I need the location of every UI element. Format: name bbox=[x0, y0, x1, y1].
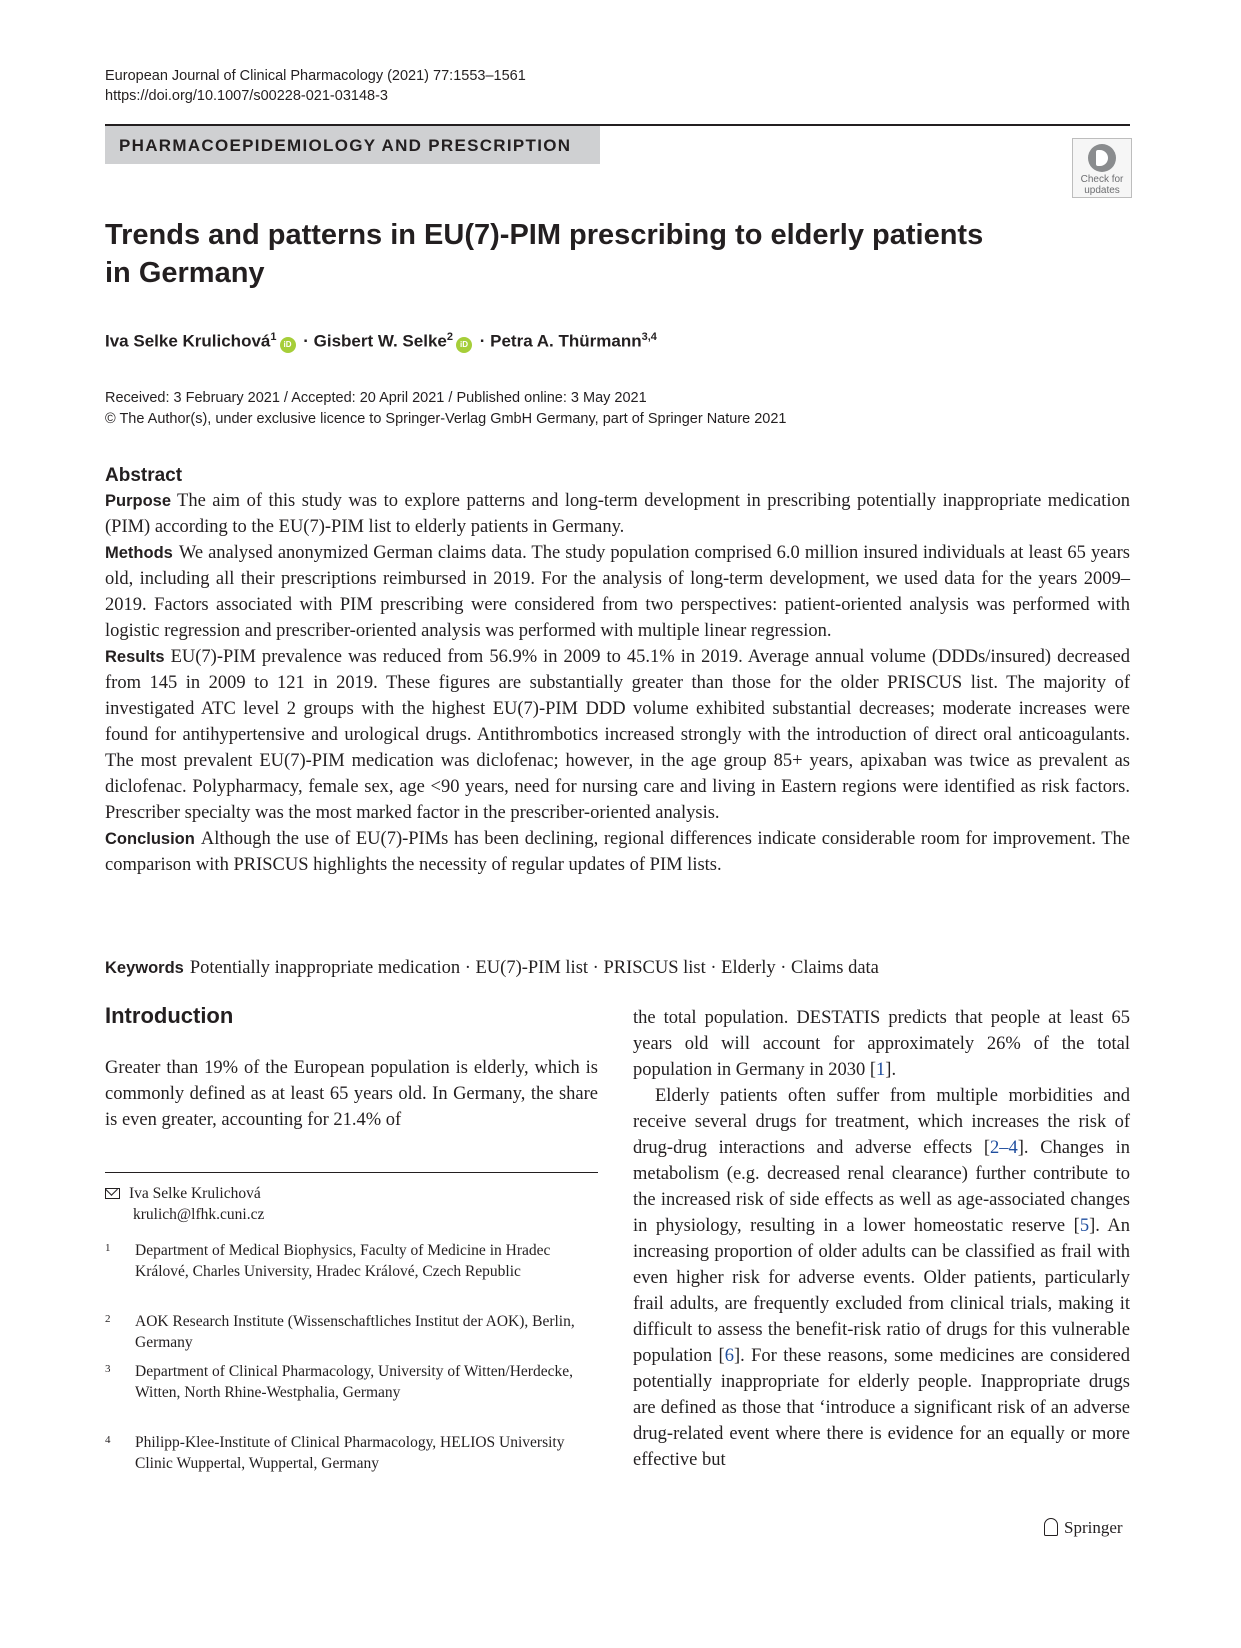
keywords-text: Potentially inappropriate medication · EU(7)-PIM list · PRISCUS list · Elderly · Claims data bbox=[189, 958, 879, 978]
journal-citation: European Journal of Clinical Pharmacology (2021) 77:1553–1561 bbox=[105, 68, 526, 84]
author-name[interactable]: Gisbert W. Selke bbox=[313, 331, 447, 351]
copyright-line: © The Author(s), under exclusive licence to Springer-Verlag GmbH Germany, part of Springer Nature 2021 bbox=[105, 411, 787, 427]
affiliation-text: Department of Clinical Pharmacology, University of Witten/Herdecke, Witten, North Rhine-Westphalia, Germany bbox=[135, 1363, 573, 1401]
introduction-heading: Introduction bbox=[105, 1003, 234, 1028]
abstract-heading: Abstract bbox=[105, 465, 183, 486]
affiliation-text: Philipp-Klee-Institute of Clinical Pharmacology, HELIOS University Clinic Wuppertal, Wuppertal, Germany bbox=[135, 1434, 565, 1472]
affiliation-text: AOK Research Institute (Wissenschaftliches Institut der AOK), Berlin, Germany bbox=[135, 1313, 575, 1351]
abstract-label: Methods bbox=[105, 544, 173, 562]
corresponding-author-name: Iva Selke Krulichová bbox=[129, 1185, 261, 1202]
abstract-label: Results bbox=[105, 648, 165, 666]
author-name[interactable]: Petra A. Thürmann bbox=[490, 331, 642, 351]
reference-link[interactable]: 6 bbox=[724, 1346, 734, 1366]
section-label: PHARMACOEPIDEMIOLOGY AND PRESCRIPTION bbox=[119, 136, 572, 155]
affiliation-number: 3 bbox=[105, 1363, 111, 1375]
paragraph: Elderly patients often suffer from multiple morbidities and receive several drugs for treatment, which increases the risk of drug-drug interactions and adverse effects [2–4]. Changes in metabolism (e.g. decreased renal clearance) further contribute to the increased risk of side effects as well as age-associated changes in physiology, resulting in a lower homeostatic reserve [5]. An increasing proportion of older adults can be classified as frail with even higher risk for adverse events. Older patients, particularly frail adults, are frequently excluded from clinical trials, making it difficult to assess the benefit-risk ratio of drugs for this vulnerable population [6]. For these reasons, some medicines are considered potentially inappropriate for elderly people. Inappropriate drugs are defined as those that ‘introduce a significant risk of an adverse drug-related event where there is evidence for an equally or more effective but bbox=[633, 1086, 1131, 1470]
author-name[interactable]: Iva Selke Krulichová bbox=[105, 331, 271, 351]
introduction-right-text bbox=[633, 1005, 1130, 1473]
abstract-purpose: Purpose The aim of this study was to explore patterns and long-term development in prescribing potentially inappropriate medication (PIM) according to the EU(7)-PIM list to elderly patients in Germany. bbox=[105, 491, 1130, 537]
corresponding-author bbox=[105, 1183, 598, 1225]
abstract-label: Conclusion bbox=[105, 830, 195, 848]
affiliation bbox=[105, 1361, 598, 1403]
author-separator: · bbox=[479, 331, 486, 351]
journal-doi[interactable]: https://doi.org/10.1007/s00228-021-03148-3 bbox=[105, 88, 388, 104]
affiliation-text: Department of Medical Biophysics, Faculty of Medicine in Hradec Králové, Charles University, Hradec Králové, Czech Republic bbox=[135, 1242, 551, 1280]
publication-info bbox=[105, 388, 787, 430]
orcid-icon[interactable]: iD bbox=[456, 337, 472, 353]
affiliation-number: 2 bbox=[105, 1313, 111, 1325]
publisher-logo bbox=[1044, 1518, 1123, 1538]
affiliation-number: 1 bbox=[105, 1242, 111, 1254]
abstract-body bbox=[105, 488, 1130, 878]
keywords-label: Keywords bbox=[105, 959, 184, 977]
author-list bbox=[105, 326, 657, 353]
author-affiliation-mark: 3,4 bbox=[641, 331, 657, 343]
author-affiliation-mark: 1 bbox=[270, 331, 277, 343]
publisher-name: Springer bbox=[1064, 1518, 1123, 1537]
affiliation bbox=[105, 1432, 598, 1474]
abstract-label: Purpose bbox=[105, 492, 172, 510]
updates-badge-icon bbox=[1088, 144, 1116, 172]
orcid-icon[interactable]: iD bbox=[280, 337, 296, 353]
paragraph: the total population. DESTATIS predicts that people at least 65 years old will account for approximately 26% of the total population in Germany in 2030 [1]. bbox=[633, 1008, 1130, 1080]
check-updates-label: Check for updates bbox=[1080, 174, 1124, 196]
publication-dates: Received: 3 February 2021 / Accepted: 20 April 2021 / Published online: 3 May 2021 bbox=[105, 390, 647, 406]
journal-header bbox=[105, 66, 526, 106]
article-title: Trends and patterns in EU(7)-PIM prescribing to elderly patients in Germany bbox=[105, 219, 984, 289]
abstract-methods: Methods We analysed anonymized German claims data. The study population comprised 6.0 million insured individuals at least 65 years old, including all their prescriptions reimbursed in 2019. For the analysis of long-term development, we used data for the years 2009–2019. Factors associated with PIM prescribing were considered from two perspectives: patient-oriented analysis was performed with logistic regression and prescriber-oriented analysis was performed with multiple linear regression. bbox=[105, 543, 1130, 641]
reference-link[interactable]: 2–4 bbox=[990, 1138, 1018, 1158]
affiliation bbox=[105, 1240, 598, 1282]
affiliation bbox=[105, 1311, 598, 1353]
springer-horse-icon bbox=[1044, 1518, 1058, 1536]
corresponding-author-email[interactable]: krulich@lfhk.cuni.cz bbox=[133, 1206, 265, 1223]
reference-link[interactable]: 5 bbox=[1079, 1216, 1090, 1236]
keywords bbox=[105, 955, 879, 981]
envelope-icon bbox=[105, 1188, 120, 1199]
affiliation-number: 4 bbox=[105, 1434, 111, 1446]
check-for-updates-icon[interactable] bbox=[1072, 138, 1132, 198]
reference-link[interactable]: 1 bbox=[876, 1060, 886, 1080]
abstract-results: Results EU(7)-PIM prevalence was reduced from 56.9% in 2009 to 45.1% in 2019. Average annual volume (DDDs/insured) decreased from 145 in 2009 to 121 in 2019. These figures are substantially greater than those for the older PRISCUS list. The majority of investigated ATC level 2 groups with the highest EU(7)-PIM DDD volume exhibited substantial decreases; moderate increases were found for antihypertensive and urological drugs. Antithrombotics increased strongly with the introduction of direct oral anticoagulants. The most prevalent EU(7)-PIM medication was diclofenac; however, in the age group 85+ years, apixaban was twice as prevalent as diclofenac. Polypharmacy, female sex, age <90 years, need for nursing care and living in Eastern regions were identified as risk factors. Prescriber specialty was the most marked factor in the prescriber-oriented analysis. bbox=[105, 647, 1130, 823]
author-affiliation-mark: 2 bbox=[446, 331, 453, 343]
section-band bbox=[105, 126, 600, 164]
author-separator: · bbox=[303, 331, 309, 351]
introduction-left-text: Greater than 19% of the European population is elderly, which is commonly defined as at least 65 years old. In Germany, the share is even greater, accounting for 21.4% of bbox=[105, 1058, 598, 1130]
abstract-conclusion: Conclusion Although the use of EU(7)-PIMs has been declining, regional differences indicate considerable room for improvement. The comparison with PRISCUS highlights the necessity of regular updates of PIM lists. bbox=[105, 829, 1130, 875]
footnote-rule bbox=[105, 1172, 598, 1173]
